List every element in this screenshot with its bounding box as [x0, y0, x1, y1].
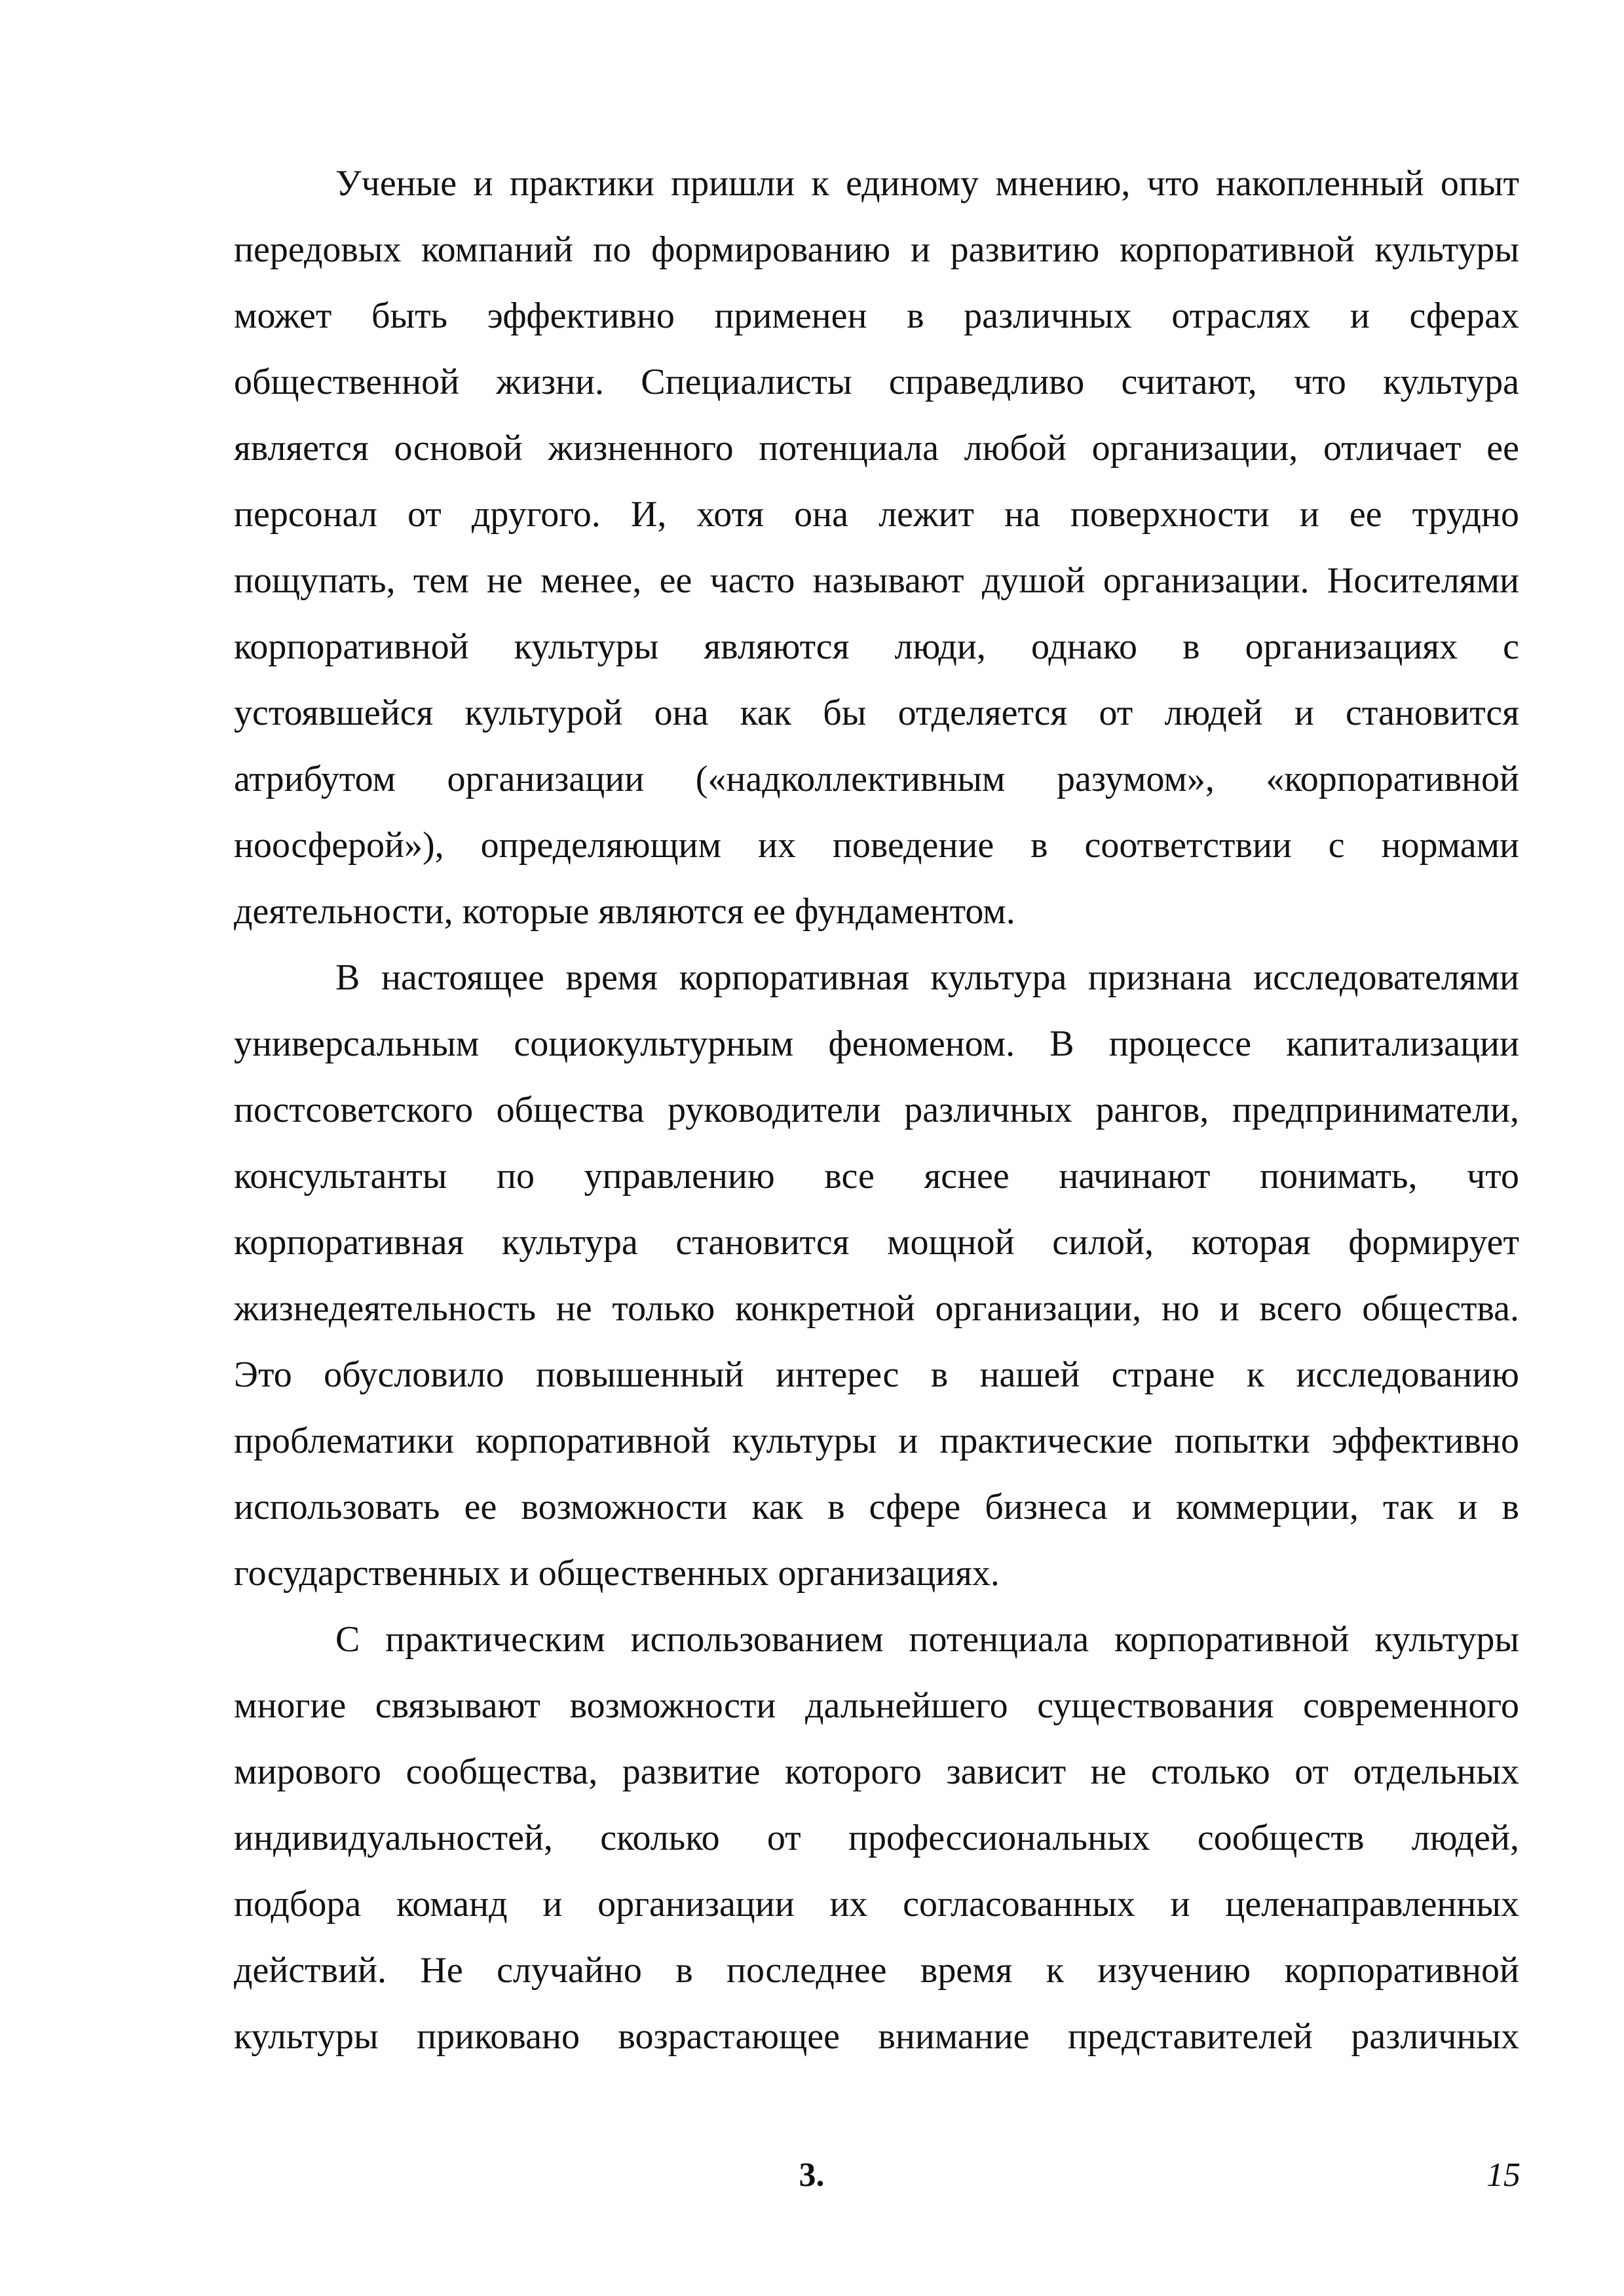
page-number: 15: [1486, 2156, 1520, 2194]
text-line: универсальным социокультурным феноменом. В процессе капитализации: [234, 1024, 1519, 1064]
text-line: может быть эффективно применен в различных отраслях и сферах: [234, 296, 1519, 336]
text-line: В настоящее время корпоративная культура признана исследователями: [335, 957, 1519, 998]
text-line: персонал от другого. И, хотя она лежит на поверхности и ее трудно: [234, 494, 1519, 535]
text-line: использовать ее возможности как в сфере бизнеса и коммерции, так и в: [234, 1487, 1519, 1527]
text-line: многие связывают возможности дальнейшего существования современного: [234, 1685, 1519, 1726]
text-line: корпоративная культура становится мощной силой, которая формирует: [234, 1222, 1519, 1263]
body-text: [234, 151, 1519, 2070]
text-line: корпоративной культуры являются люди, однако в организациях с: [234, 626, 1519, 667]
text-line: подбора команд и организации их согласованных и целенаправленных: [234, 1884, 1519, 1924]
text-line: культуры приковано возрастающее внимание представителей различных: [234, 2016, 1519, 2057]
text-line: мирового сообщества, развитие которого зависит не столько от отдельных: [234, 1751, 1519, 1792]
text-line: деятельности, которые являются ее фундаментом.: [234, 891, 1015, 932]
text-line: пощупать, тем не менее, ее часто называют душой организации. Носителями: [234, 560, 1519, 601]
section-number: 3.: [799, 2156, 825, 2194]
text-line: С практическим использованием потенциала корпоративной культуры: [335, 1619, 1519, 1660]
paragraph-3: [234, 1607, 1519, 2070]
text-line: является основой жизненного потенциала любой организации, отличает ее: [234, 428, 1519, 469]
text-line: действий. Не случайно в последнее время к изучению корпоративной: [234, 1950, 1519, 1991]
text-line: ноосферой»), определяющим их поведение в соответствии с нормами: [234, 825, 1519, 866]
text-line: консультанты по управлению все яснее начинают понимать, что: [234, 1156, 1519, 1196]
text-line: атрибутом организации («надколлективным разумом», «корпоративной: [234, 759, 1519, 799]
text-line: устоявшейся культурой она как бы отделяется от людей и становится: [234, 693, 1519, 733]
text-line: индивидуальностей, сколько от профессиональных сообществ людей,: [234, 1818, 1519, 1858]
text-line: Ученые и практики пришли к единому мнению, что накопленный опыт: [335, 163, 1519, 204]
text-line: постсоветского общества руководители различных рангов, предприниматели,: [234, 1090, 1519, 1130]
text-line: передовых компаний по формированию и развитию корпоративной культуры: [234, 229, 1519, 270]
text-line: общественной жизни. Специалисты справедливо считают, что культура: [234, 362, 1519, 402]
paragraph-2: [234, 945, 1519, 1607]
text-line: жизнедеятельность не только конкретной организации, но и всего общества.: [234, 1288, 1519, 1329]
text-line: проблематики корпоративной культуры и практические попытки эффективно: [234, 1421, 1519, 1461]
paragraph-1: [234, 151, 1519, 945]
text-line: Это обусловило повышенный интерес в нашей стране к исследованию: [234, 1354, 1519, 1395]
text-line: государственных и общественных организациях.: [234, 1553, 1000, 1594]
